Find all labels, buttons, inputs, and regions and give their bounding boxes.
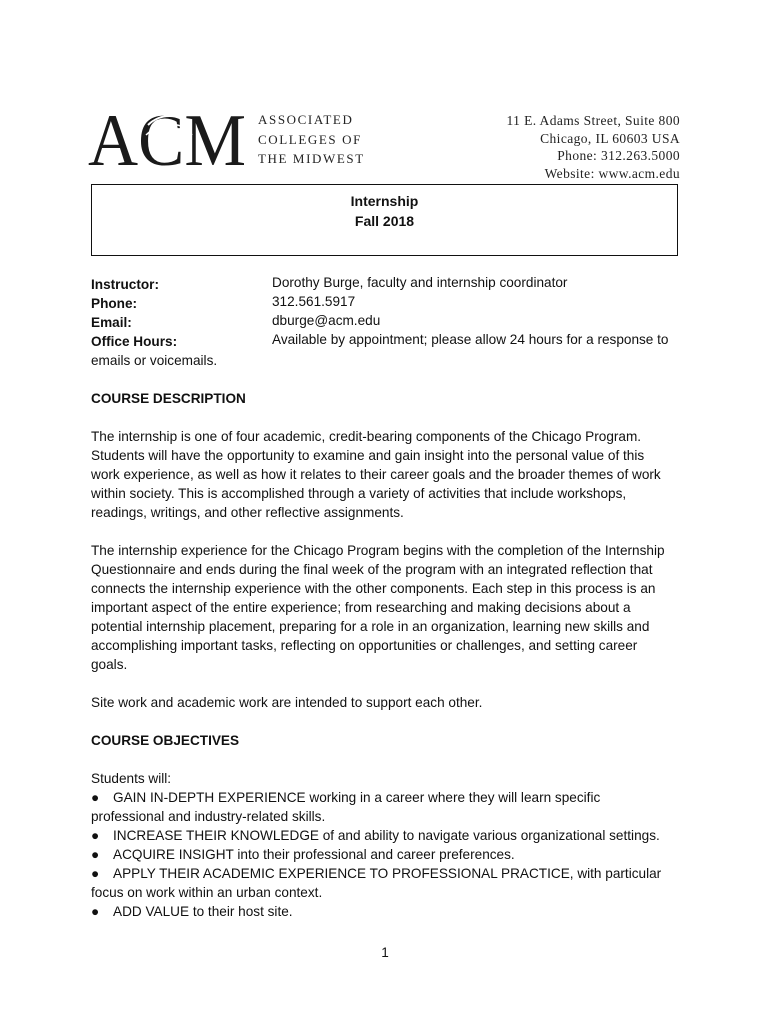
bullet-icon: ● xyxy=(91,904,100,919)
instructor-value: Dorothy Burge, faculty and internship coordinator xyxy=(272,275,568,290)
paragraph-line: readings, writings, and other reflective assignments. xyxy=(91,505,404,520)
paragraph-line: Site work and academic work are intended to support each other. xyxy=(91,695,483,710)
bullet-icon: ● xyxy=(91,847,100,862)
org-address xyxy=(507,112,680,182)
bullet-icon: ● xyxy=(91,866,100,881)
office-hours-continuation: emails or voicemails. xyxy=(91,353,218,368)
objective-item xyxy=(91,845,515,864)
paragraph-line: The internship is one of four academic, credit-bearing components of the Chicago Program. xyxy=(91,429,642,444)
office-hours-label: Office Hours: xyxy=(91,334,178,349)
bullet-icon: ● xyxy=(91,828,100,843)
term: Fall 2018 xyxy=(354,213,415,229)
acm-logo xyxy=(88,103,248,171)
org-line: COLLEGES OF xyxy=(258,131,362,147)
paragraph-line: important aspect of the entire experience; from researching and making decisions about a xyxy=(91,600,631,615)
address-line: Chicago, IL 60603 USA xyxy=(540,130,680,146)
paragraph-line: work experience, as well as how it relates to their career goals and the broader themes of work xyxy=(91,467,661,482)
paragraph-line: Questionnaire and ends during the final week of the program with an integrated reflection that xyxy=(91,562,653,577)
address-line: Phone: 312.263.5000 xyxy=(557,148,680,163)
org-line: ASSOCIATED xyxy=(258,112,354,127)
instructor-label: Instructor: xyxy=(91,277,159,292)
paragraph-line: Students will have the opportunity to examine and gain insight into the personal value of this xyxy=(91,448,645,463)
objective-item xyxy=(91,788,600,807)
course-objectives-heading: COURSE OBJECTIVES xyxy=(91,733,240,748)
title: Internship xyxy=(350,193,419,209)
phone-value: 312.561.5917 xyxy=(272,294,356,309)
phone-label: Phone: xyxy=(91,296,138,311)
paragraph-line: goals. xyxy=(91,657,128,672)
email-label: Email: xyxy=(91,315,132,330)
org-line: THE MIDWEST xyxy=(258,151,365,166)
objective-item xyxy=(91,902,293,921)
email-value: dburge@acm.edu xyxy=(272,313,381,328)
objective-text: INCREASE THEIR KNOWLEDGE of and ability to navigate various organizational settings. xyxy=(113,828,660,843)
objectives-intro: Students will: xyxy=(91,771,172,786)
svg-text:ACM: ACM xyxy=(88,103,246,171)
objective-item xyxy=(91,826,660,845)
objective-continuation: professional and industry-related skills. xyxy=(91,809,326,824)
paragraph-line: The internship experience for the Chicago Program begins with the completion of the Internship xyxy=(91,543,665,558)
objective-text: GAIN IN-DEPTH EXPERIENCE working in a career where they will learn specific xyxy=(113,790,601,805)
paragraph-line: connects the internship experience with the other components. Each step in this process is an xyxy=(91,581,656,596)
address-line: Website: www.acm.edu xyxy=(544,165,680,181)
objective-text: APPLY THEIR ACADEMIC EXPERIENCE TO PROFESSIONAL PRACTICE, with particular xyxy=(113,866,662,881)
objective-text: ACQUIRE INSIGHT into their professional and career preferences. xyxy=(113,847,515,862)
objective-continuation: focus on work within an urban context. xyxy=(91,885,323,900)
bullet-icon: ● xyxy=(91,790,100,805)
course-description-heading: COURSE DESCRIPTION xyxy=(91,391,246,406)
paragraph-line: accomplishing important tasks, reflecting on opportunities or challenges, and setting career xyxy=(91,638,638,653)
paragraph-line: within society. This is accomplished through a variety of activities that include workshops, xyxy=(91,486,627,501)
title-box xyxy=(91,184,678,256)
org-name xyxy=(258,110,365,169)
address-line: 11 E. Adams Street, Suite 800 xyxy=(506,113,680,128)
objective-item xyxy=(91,864,661,883)
paragraph-line: potential internship placement, preparing for a role in an organization, learning new skills and xyxy=(91,619,650,634)
objective-text: ADD VALUE to their host site. xyxy=(113,904,293,919)
page-number: 1 xyxy=(381,945,389,960)
office-hours-value: Available by appointment; please allow 24 hours for a response to xyxy=(272,332,669,347)
